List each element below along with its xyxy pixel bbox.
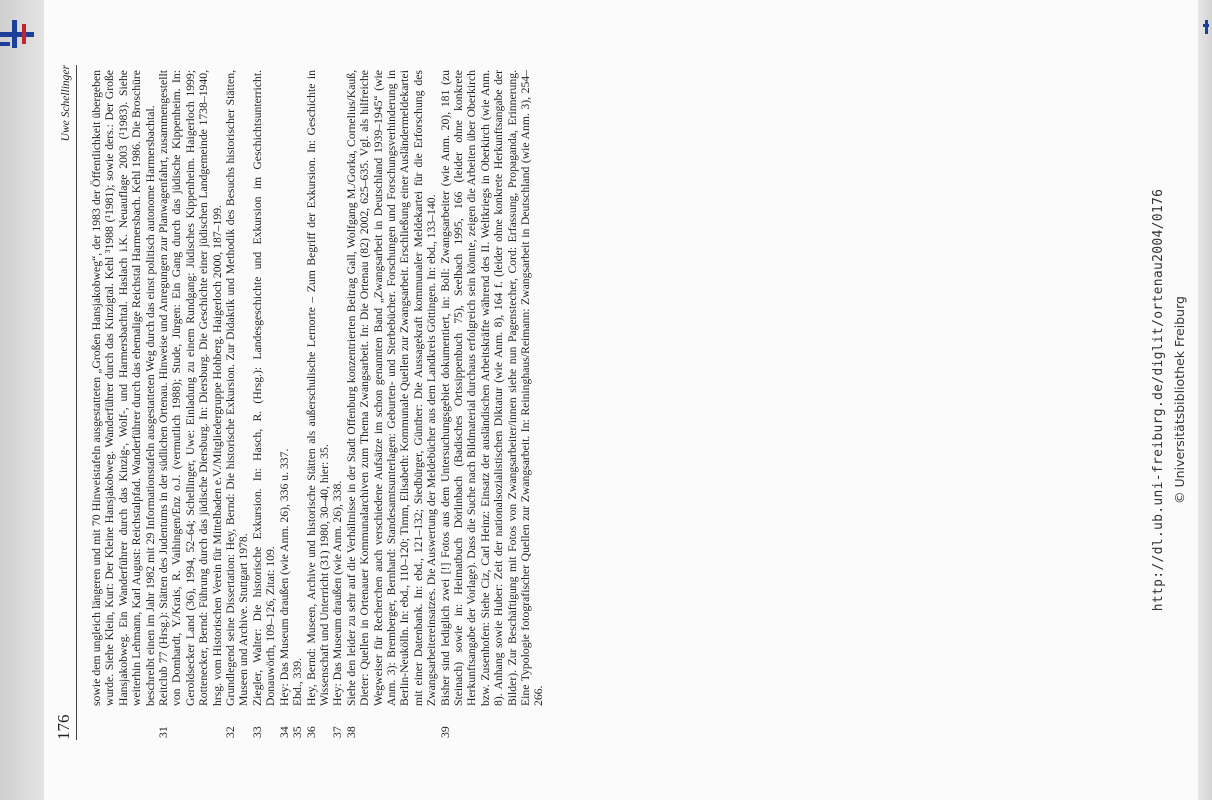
footnotes-body: [90, 70, 546, 740]
footnote-38: [345, 70, 439, 740]
footnote-36: [305, 70, 332, 740]
running-header: [44, 65, 77, 740]
footnote-text: Hey, Bernd: Museen, Archive und historische Stätten als außerschulische Lernorte – Zum Begriff der Exkursion. In: Geschichte in Wissenschaft und Unterricht (31) 1980, 30–40, hier: 35.: [304, 70, 331, 706]
footnote-text: Grundlegend seine Dissertation: Hey, Bernd: Die historische Exkursion. Zur Didaktik und Methodik des Besuchs historischer Stätten, Museen und Archive. Stuttgart 1978.: [224, 70, 251, 706]
footnote-number: 33: [250, 726, 264, 738]
footnote-37: [331, 70, 344, 740]
footnote-34: [278, 70, 291, 740]
footnote-number: 39: [438, 726, 452, 738]
right-margin-strip: [1198, 0, 1212, 800]
footnote-continuation: sowie dem ungleich längeren und mit 70 Hinweistafeln ausgestatteten „Großen Hansjakobweg“, der 1983 der Öffentlichkeit übergeben wurde. Siehe Klein, Kurt: Der Kleine Hansjakobweg. Wanderführer durch das Kinzigtal. Kehl ³1988 (¹1981); sowie ders.: Der Große Hansjakobweg. Ein Wanderführer durch das Kinzig-, Wolf-, und Harmersbachtal. Haslach i.K. Neuauflage 2003 (¹1983). Siehe weiterhin Lehmann, Karl August: Reichstalpfad. Wanderführer durch das ehemalige Reichstal Harmersbach. Kehl 1986. Die Broschüre beschreibt einen im Jahr 1982 mit 29 Informationstafeln ausgestatteten Weg durch das einst politisch autonome Harmersbachtal.: [90, 70, 157, 706]
footnote-35: [291, 70, 304, 740]
footnote-33: [251, 70, 278, 740]
author-name: Uwe Schellinger: [60, 65, 72, 142]
scanned-page: [44, 0, 1198, 800]
footnote-text: Reitclub 77 (Hrsg.): Stätten des Judentums in der südlichen Ortenau. Hinweise und Anregungen zur Planwagenfahrt, zusammengestellt von Domhardt, Y./Krais, R. Vaihingen/Enz o.J. (vermutlich 1988); Stude, Jürgen: Ein Gang durch das jüdische Kippenheim. In: Geroldsecker Land (36), 1994, 52–64; Schellinger, Uwe: Einladung zu einem Rundgang: Jüdisches Kippenheim. Haigerloch 1999; Rottenecker, Bernd: Führung durch das jüdische Diersburg. In: Diersburg. Die Geschichte einer jüdischen Landgemeinde 1738–1940, hrsg. vom Historischen Verein für Mittelbaden e.V./Mitgliedergruppe Hohberg. Haigerloch 2000, 187–199.: [157, 70, 224, 706]
footnote-text: Ziegler, Walter: Die historische Exkursion. In: Hasch, R. (Hrsg.): Landesgeschichte und Exkursion im Geschichtsunterricht. Donauwörth, 109–126, Zitat: 109.: [250, 70, 278, 706]
footnote-text: Hey: Das Museum draußen (wie Anm. 26), 336 u. 337.: [277, 448, 291, 706]
footnote-number: 34: [277, 726, 291, 738]
rotated-page-content: [44, 0, 1198, 800]
library-logo-small-icon: [1202, 20, 1210, 38]
footnote-31: [157, 70, 224, 740]
footnote-number: 37: [331, 726, 345, 738]
footnote-text: Ebd., 339.: [291, 657, 305, 706]
footnote-32: [224, 70, 251, 740]
footnote-text: Bisher sind lediglich zwei [!] Fotos aus dem Untersuchungsgebiet dokumentiert, in: Boll: Zwangsarbeiter (wie Anm. 20), 181 (zu Steinach) sowie in: Heimatbuch Dörlinbach (Badisches Ortssippenbuch 75), Seelbach 1995, 166 (leider ohne konkrete Herkunftsangabe der Vorlage). Dass die Suche nach Bildmaterial durchaus erfolgreich sein könnte, zeigen die Arbeiten über Oberkirch bzw. Zusenhofen: Siehe Ciz, Carl Heinz: Einsatz der ausländischen Arbeitskräfte während des II. Weltkriegs in Oberkirch (wie Anm. 8). Anhang sowie Huber: Zeit der nationalsozialistischen Diktatur (wie Anm. 8), 164 f. (leider ohne konkrete Herkunftsangabe der Bilder). Zur Beschäftigung mit Fotos von Zwangsarbeiter/innen siehe nun Pagenstecher, Cord: Erfassung, Propaganda, Erinnerung. Eine Typologie fotografischer Quellen zur Zwangsarbeit. In: Reininghaus/Reimann: Zwangsarbeit in Deutschland (wie Anm. 3), 254–266.: [438, 70, 546, 706]
footnote-text: Hey: Das Museum draußen (wie Anm. 26), 338.: [331, 480, 345, 706]
source-url[interactable]: http://dl.ub.uni-freiburg.de/diglit/ortenau2004/0176: [1151, 188, 1166, 612]
footnote-text: Siehe den leider zu sehr auf die Verhältnisse in der Stadt Offenburg konzentrierten Beitrag Gall, Wolfgang M./Gorka, Cornelius/Kauß, Dieter: Quellen in Ortenauer Kommunalarchiven zum Thema Zwangsarbeit. In: Die Ortenau (82) 2002, 625–635. Vgl. als hilfreiche Wegweiser für Recherchen auch verschiedene Aufsätze im schon genannten Band „Zwangsarbeit in Deutschland 1939–1945“ (wie Anm. 3): Bremberger, Bernhard: Standesamtsunterlagen: Geburten- und Sterbebücher. Forschungen und Forschungsverhinderung in Berlin-Neukölln. In: ebd., 110–120; Timm, Elisabeth: Kommunale Quellen zur Zwangsarbeit. Erschließung einer Ausländermeldekartei mit einer Datenbank. In: ebd., 121–132; Siedbürger, Günther: Die Aussagekraft kommunaler Meldekartei für die Erforschung des Zwangsarbeitereinsatzes. Die Auswertung der Meldebücher aus dem Landkreis Göttingen. In: ebd., 133–140.: [344, 70, 439, 706]
left-margin-strip: [0, 0, 44, 800]
footnote-number: 38: [344, 726, 358, 738]
footnote-number: 36: [304, 726, 318, 738]
library-logo-icon: [0, 20, 40, 50]
footnote-39: [439, 70, 546, 740]
footnote-number: 31: [157, 726, 171, 738]
copyright-notice: © Universitätsbibliothek Freiburg: [1172, 296, 1187, 504]
page-number: 176: [54, 714, 73, 740]
footnote-number: 35: [291, 726, 305, 738]
footnote-number: 32: [224, 726, 238, 738]
